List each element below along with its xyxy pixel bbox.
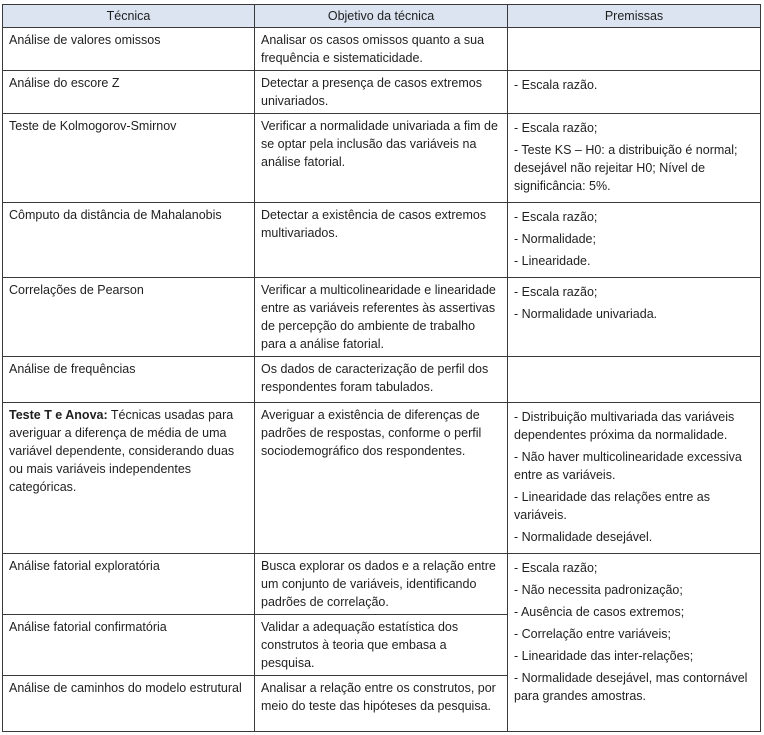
cell-tecnica: Análise de caminhos do modelo estrutural [3, 676, 255, 732]
cell-tecnica [3, 403, 255, 554]
cell-objetivo: Detectar a presença de casos extremos univariados. [255, 71, 508, 114]
cell-objetivo: Verificar a normalidade univariada a fim de se optar pela inclusão das variáveis na análise fatorial. [255, 114, 508, 203]
premissa-item: - Correlação entre variáveis; [514, 627, 672, 641]
cell-tecnica: Análise fatorial confirmatória [3, 615, 255, 676]
cell-premissas [508, 28, 761, 71]
tecnica-lead: Teste T e Anova: [9, 408, 108, 422]
cell-objetivo: Verificar a multicolinearidade e linearidade entre as variáveis referentes às assertivas de percepção do ambiente de trabalho para a análise fatorial. [255, 278, 508, 357]
premissa-item: - Escala razão; [514, 285, 598, 299]
cell-premissas-shared [508, 554, 761, 732]
cell-objetivo: Averiguar a existência de diferenças de padrões de respostas, conforme o perfil sociodemográfico dos respondentes. [255, 403, 508, 554]
premissa-item: - Escala razão; [514, 121, 598, 135]
cell-objetivo: Analisar a relação entre os construtos, por meio do teste das hipóteses da pesquisa. [255, 676, 508, 732]
header-objetivo: Objetivo da técnica [255, 5, 508, 28]
cell-tecnica: Análise de valores omissos [3, 28, 255, 71]
cell-objetivo: Validar a adequação estatística dos construtos à teoria que embasa a pesquisa. [255, 615, 508, 676]
cell-tecnica: Análise de frequências [3, 357, 255, 403]
header-tecnica: Técnica [3, 5, 255, 28]
premissa-item: - Não haver multicolinearidade excessiva entre as variáveis. [514, 450, 742, 482]
cell-premissas [508, 203, 761, 278]
cell-premissas [508, 278, 761, 357]
premissa-item: - Linearidade. [514, 254, 591, 268]
premissa-item: - Normalidade desejável. [514, 530, 653, 544]
premissa-item: - Linearidade das inter-relações; [514, 649, 694, 663]
table-row [3, 114, 761, 203]
cell-premissas [508, 357, 761, 403]
premissa-item: - Escala razão; [514, 210, 598, 224]
cell-objetivo: Busca explorar os dados e a relação entre um conjunto de variáveis, identificando padrões de correlação. [255, 554, 508, 615]
premissa-item: - Ausência de casos extremos; [514, 605, 685, 619]
cell-premissas [508, 114, 761, 203]
premissa-item: - Normalidade univariada. [514, 307, 658, 321]
header-row [3, 5, 761, 28]
premissa-item: - Distribuição multivariada das variáveis dependentes próxima da normalidade. [514, 410, 735, 442]
table-row [3, 403, 761, 554]
premissa-item: - Linearidade das relações entre as variáveis. [514, 490, 710, 522]
cell-tecnica: Análise fatorial exploratória [3, 554, 255, 615]
cell-objetivo: Os dados de caracterização de perfil dos respondentes foram tabulados. [255, 357, 508, 403]
table-row [3, 203, 761, 278]
table-row [3, 28, 761, 71]
cell-premissas [508, 71, 761, 114]
premissa-item: - Escala razão; [514, 561, 598, 575]
header-premissas: Premissas [508, 5, 761, 28]
table-row [3, 278, 761, 357]
premissa-item: - Normalidade; [514, 232, 596, 246]
cell-tecnica: Correlações de Pearson [3, 278, 255, 357]
table-row [3, 357, 761, 403]
premissa-item: - Normalidade desejável, mas contornável para grandes amostras. [514, 671, 748, 703]
cell-objetivo: Detectar a existência de casos extremos multivariados. [255, 203, 508, 278]
tecnica-description: Técnicas usadas para averiguar a diferença de média de uma variável dependente, considerando duas ou mais variáveis independentes categóricas. [9, 408, 235, 494]
table-row [3, 554, 761, 615]
premissa-item: - Teste KS – H0: a distribuição é normal; desejável não rejeitar H0; Nível de significância: 5%. [514, 143, 738, 193]
techniques-table [2, 4, 761, 732]
cell-tecnica: Teste de Kolmogorov-Smirnov [3, 114, 255, 203]
cell-tecnica: Cômputo da distância de Mahalanobis [3, 203, 255, 278]
table-row [3, 71, 761, 114]
cell-premissas [508, 403, 761, 554]
premissa-item: - Não necessita padronização; [514, 583, 683, 597]
cell-objetivo: Analisar os casos omissos quanto a sua frequência e sistematicidade. [255, 28, 508, 71]
cell-tecnica: Análise do escore Z [3, 71, 255, 114]
premissa-item: - Escala razão. [514, 78, 598, 92]
